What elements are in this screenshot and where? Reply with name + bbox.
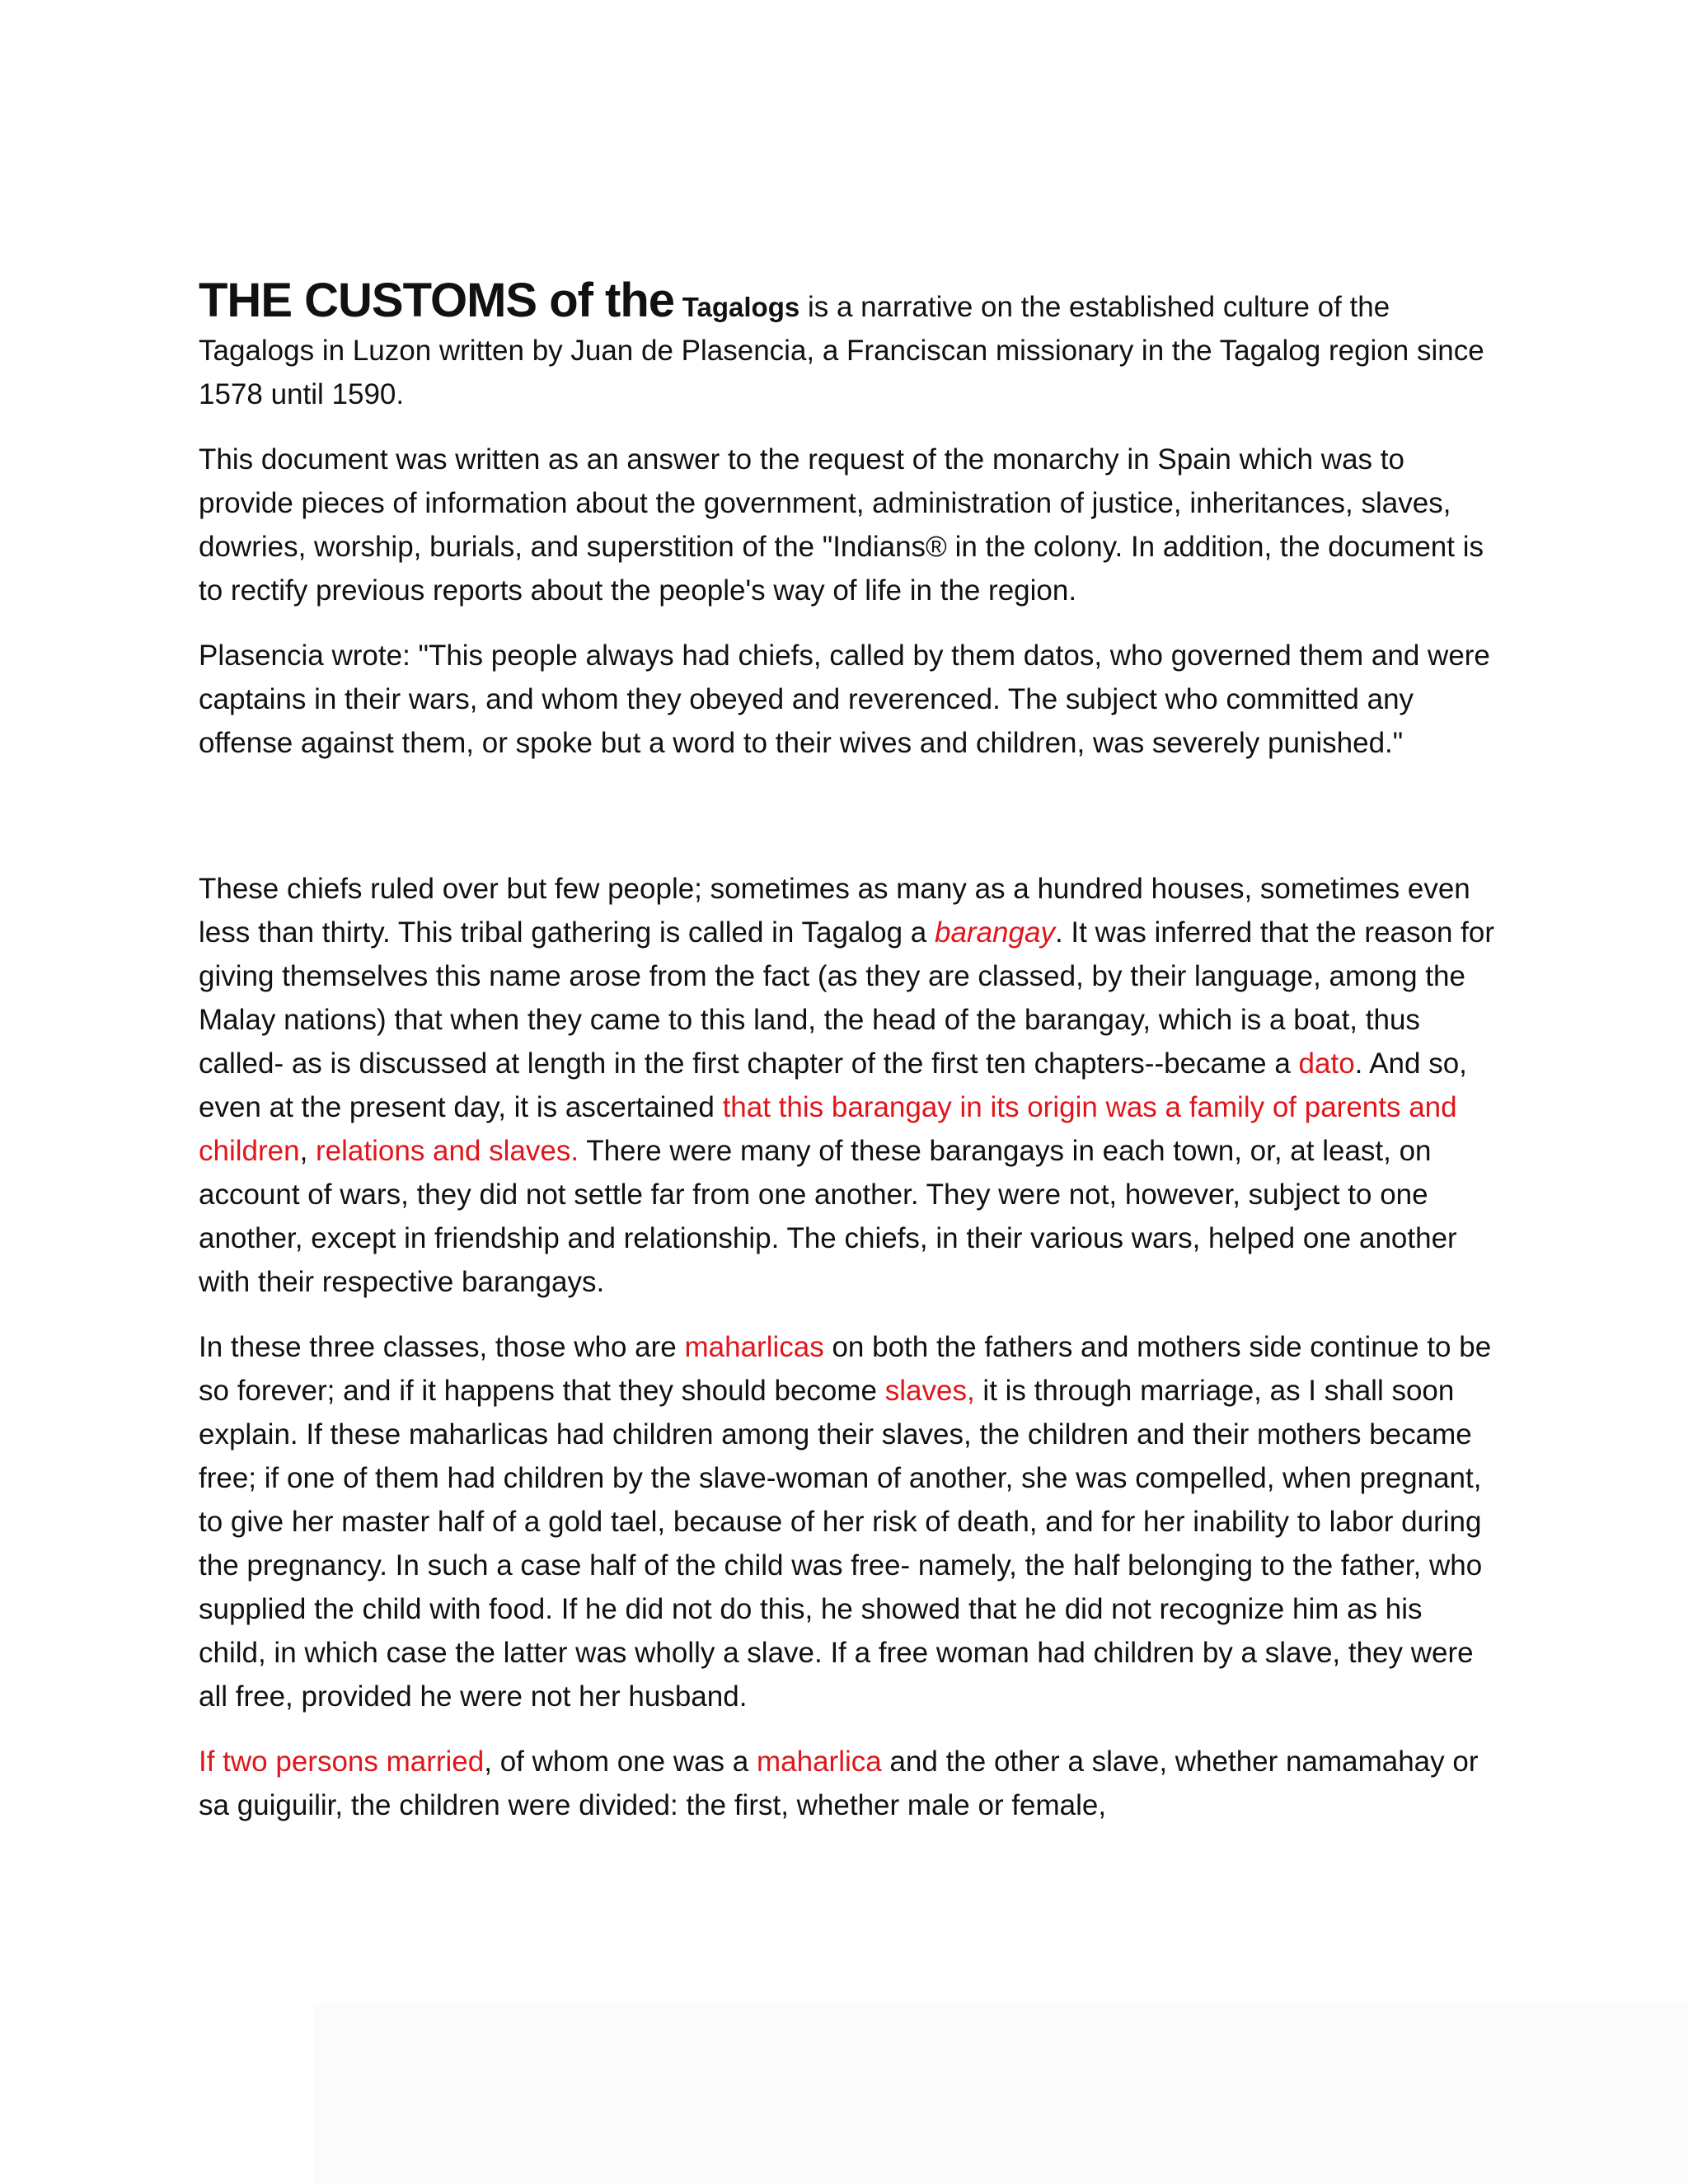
- text-segment: and the other a slave, whether namamahay or sa guiguilir, the children were divided: the first, whether male or female,: [199, 1746, 1479, 1821]
- paragraph-three-classes: [199, 1325, 1497, 1718]
- paragraph-document-purpose: This document was written as an answer to the request of the monarchy in Spain which was to provide pieces of information about the government, administration of justice, inheritances, slaves, dowries, worship, burials, and superstition of the "Indians® in the colony. In addition, the document is to rectify previous reports about the people's way of life in the region.: [199, 443, 1484, 607]
- title-of-the: [537, 274, 674, 327]
- intro-text: is a narrative on the established culture of the Tagalogs in Luzon written by Juan de Plasencia, a Franciscan missionary in the Tagalog region since 1578 until 1590.: [199, 291, 1484, 410]
- paragraph-chiefs-barangay: [199, 867, 1497, 1304]
- text-segment: . And so, even at the present day, it is ascertained: [199, 1047, 1467, 1123]
- title-customs: THE CUSTOMS: [199, 274, 537, 327]
- text-segment: on both the fathers and mothers side continue to be so forever; and if it happens that they should become: [199, 1331, 1492, 1407]
- document-body: [199, 274, 1497, 1849]
- text-segment: There were many of these barangays in each town, or, at least, on account of wars, they did not settle far from one another. They were not, however, subject to one another, except in friendship and relationship. The chiefs, in their various wars, helped one another with their respective barangays.: [199, 1135, 1457, 1298]
- highlight-maharlica: maharlica: [756, 1746, 882, 1778]
- text-segment: , of whom one was a: [484, 1746, 757, 1778]
- paragraph-gap: [199, 786, 1497, 867]
- paragraph-intro: [199, 274, 1497, 416]
- highlight-maharlicas: maharlicas: [684, 1331, 824, 1363]
- text-segment: These chiefs ruled over but few people; sometimes as many as a hundred houses, sometimes even less than thirty. This tribal gathering is called in Tagalog a: [199, 873, 1470, 949]
- highlight-relations-slaves: relations and slaves.: [316, 1135, 579, 1167]
- text-segment: . It was inferred that the reason for giving themselves this name arose from the fact (as they are classed, by their language, among the Malay nations) that when they came to this land, the head of the barangay, which is a boat, thus called- as is discussed at length in the first chapter of the first ten chapters--became a: [199, 916, 1495, 1080]
- title-of-the-text: of the: [549, 274, 675, 327]
- highlight-barangay: barangay: [935, 916, 1055, 949]
- text-segment: ,: [299, 1135, 316, 1167]
- paragraph-marriage: [199, 1740, 1497, 1827]
- highlight-two-persons-married: If two persons married: [199, 1746, 485, 1778]
- title-tagalogs: Tagalogs: [682, 292, 800, 322]
- highlight-dato: dato: [1298, 1047, 1355, 1080]
- scan-shading: [313, 2003, 1688, 2184]
- highlight-family-origin: that this barangay in its origin was a family of parents and children: [199, 1091, 1457, 1167]
- paragraph-plasencia-quote: Plasencia wrote: "This people always had chiefs, called by them datos, who governed them and were captains in their wars, and whom they obeyed and reverenced. The subject who committed any offense against them, or spoke but a word to their wives and children, was severely punished.": [199, 640, 1490, 759]
- text-segment: it is through marriage, as I shall soon explain. If these maharlicas had children among their slaves, the children and their mothers became free; if one of them had children by the slave-woman of another, she was compelled, when pregnant, to give her master half of a gold tael, because of her risk of death, and for her inability to labor during the pregnancy. In such a case half of the child was free- namely, the half belonging to the father, who supplied the child with food. If he did not do this, he showed that he did not recognize him as his child, in which case the latter was wholly a slave. If a free woman had children by a slave, they were all free, provided he were not her husband.: [199, 1375, 1483, 1713]
- highlight-slaves: slaves,: [884, 1375, 975, 1407]
- text-segment: In these three classes, those who are: [199, 1331, 685, 1363]
